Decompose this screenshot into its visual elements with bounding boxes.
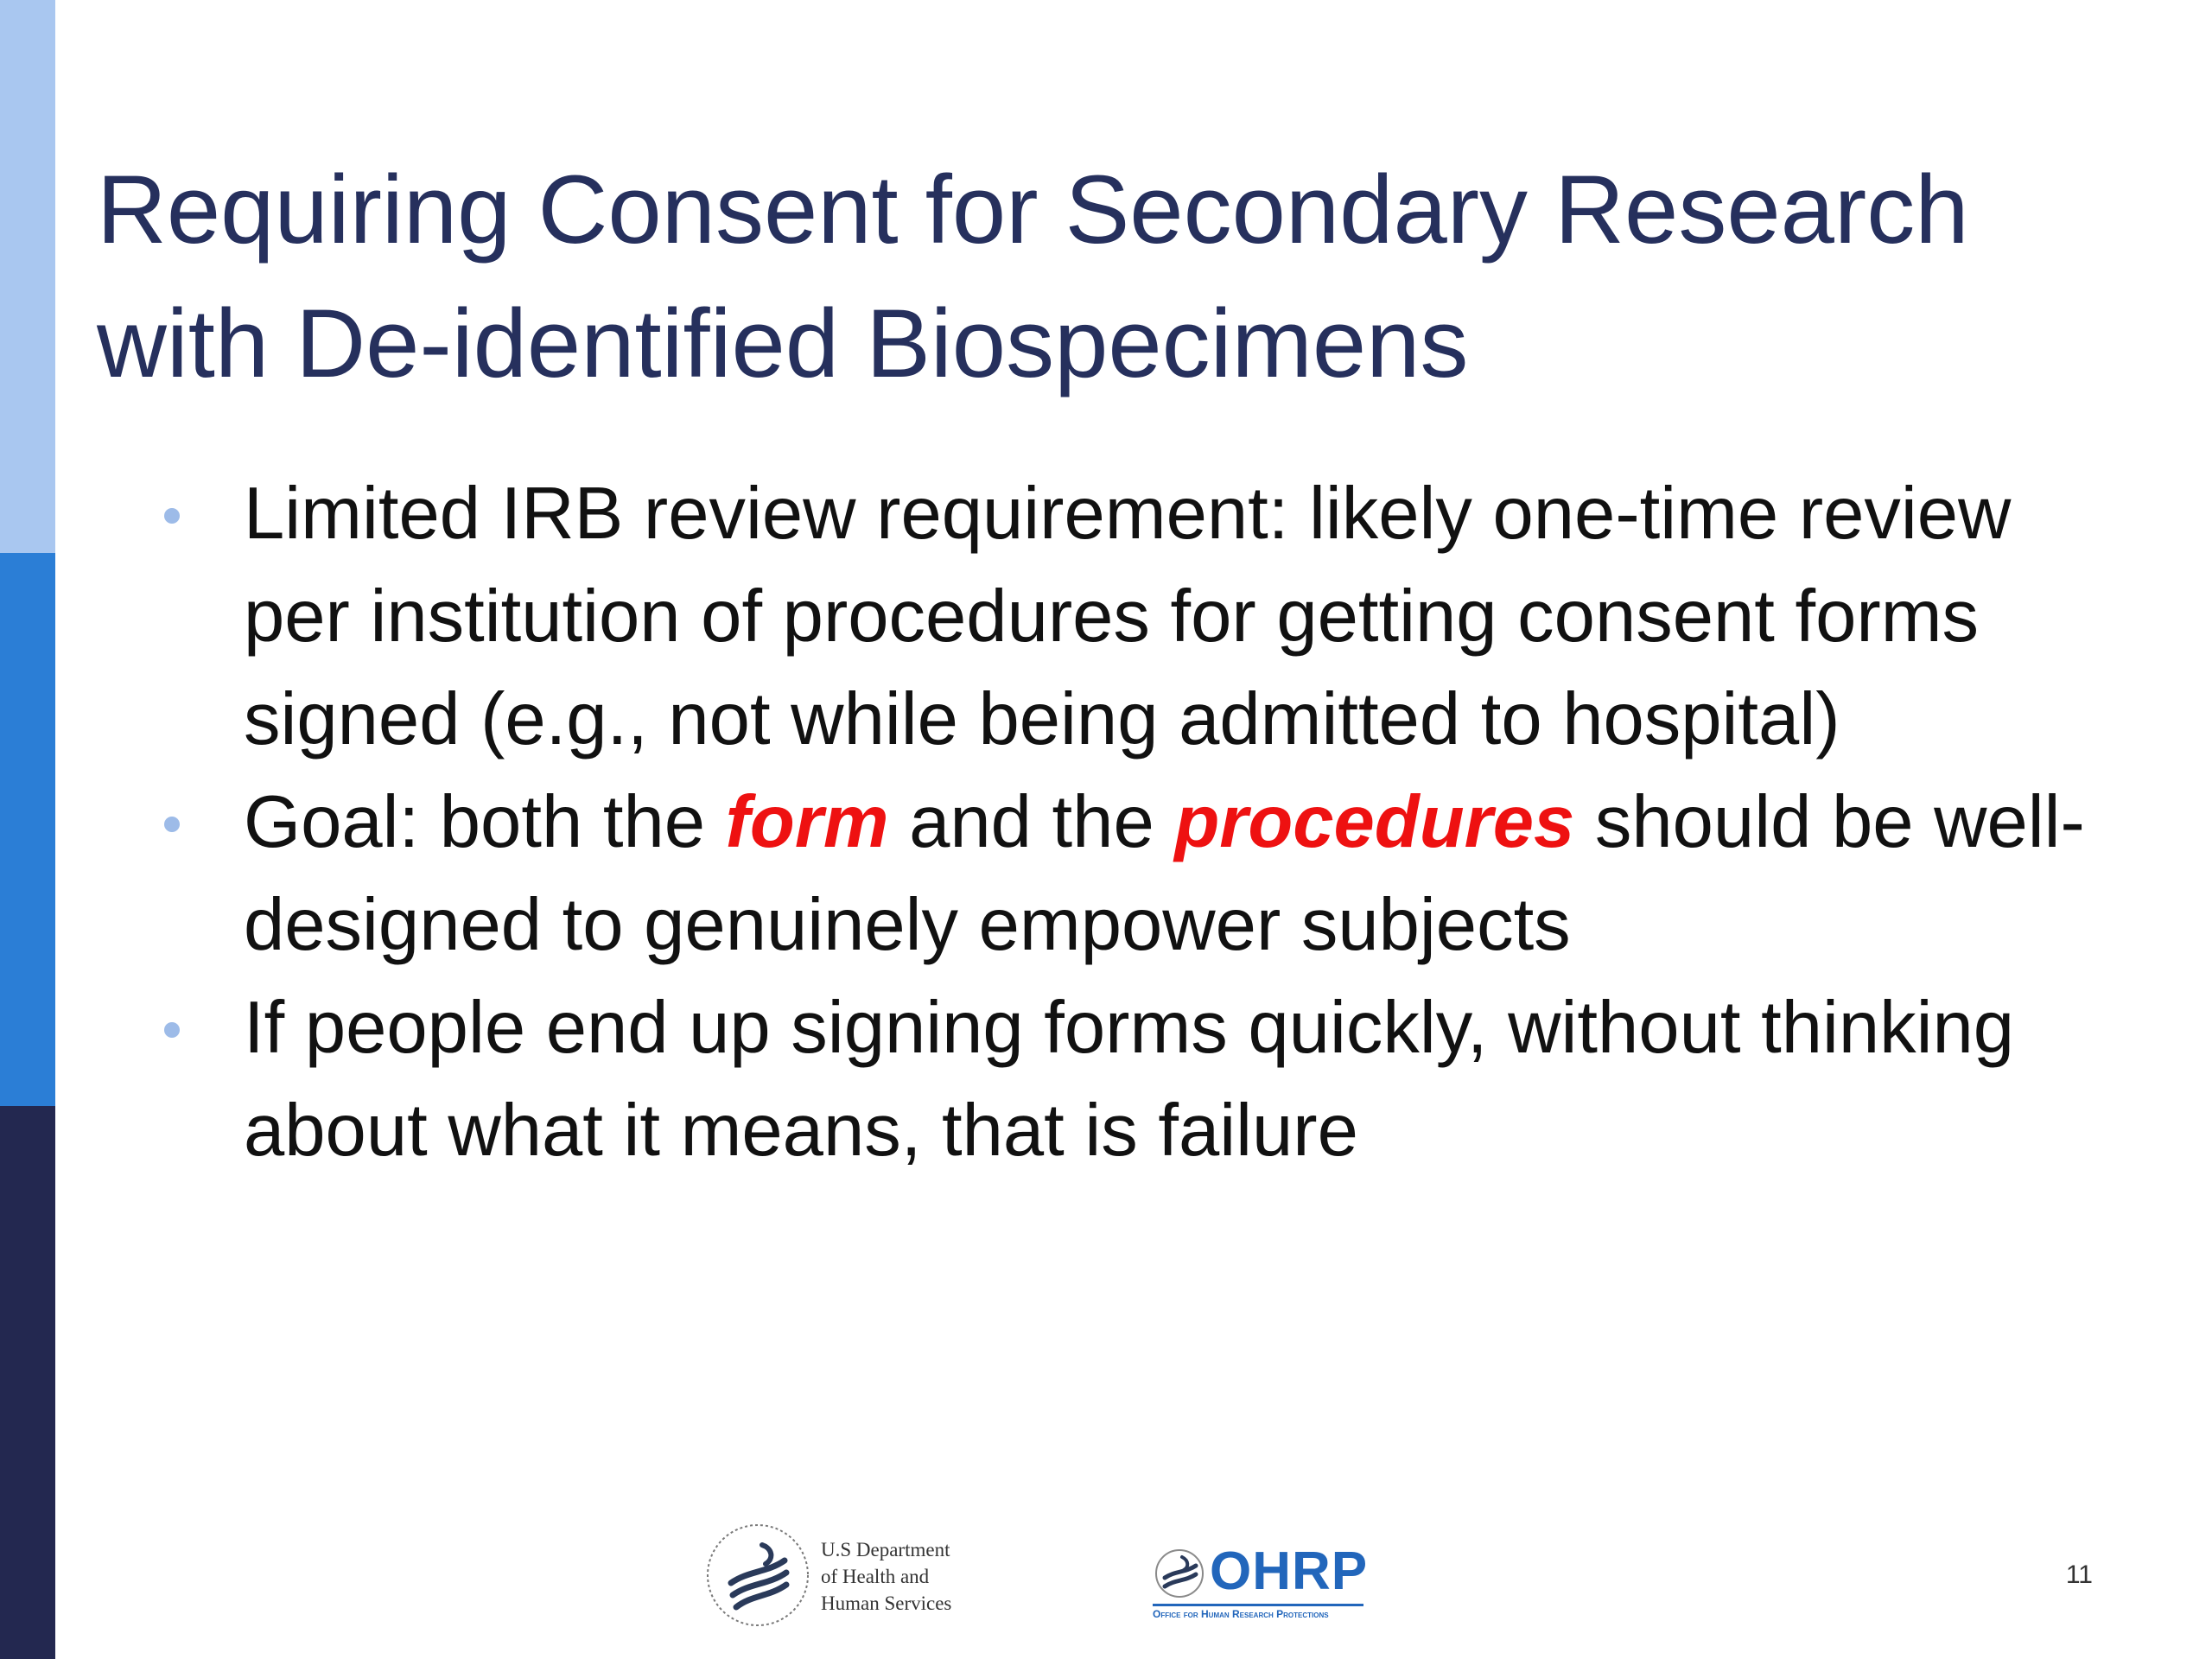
bullet-text-2-middle: and the bbox=[888, 781, 1175, 863]
ohrp-logo bbox=[1149, 1541, 1369, 1628]
bullet-text-3: If people end up signing forms quickly, without thinking about what it means, that is failure bbox=[244, 987, 2015, 1172]
hhs-wordmark bbox=[821, 1536, 951, 1617]
bullet-item-1 bbox=[149, 462, 2119, 771]
slide-title bbox=[97, 143, 2153, 410]
emphasis-form: form bbox=[725, 781, 889, 863]
hhs-eagle-seal-icon bbox=[702, 1519, 814, 1631]
ohrp-wordmark: OHRP bbox=[1210, 1541, 1369, 1601]
hhs-line-2: of Health and bbox=[821, 1566, 930, 1587]
bullet-dot-icon bbox=[164, 817, 180, 832]
sidebar-segment-medium bbox=[0, 553, 55, 1106]
ohrp-subtitle: Office for Human Research Protections bbox=[1153, 1608, 1329, 1620]
bullet-text-2-before: Goal: both the bbox=[244, 781, 726, 863]
sidebar-segment-light bbox=[0, 0, 55, 553]
emphasis-procedures: procedures bbox=[1174, 781, 1575, 863]
hhs-logo bbox=[702, 1519, 952, 1631]
slide-title-line-2: with De-identified Biospecimens bbox=[97, 289, 1469, 397]
bullet-item-3 bbox=[149, 976, 2119, 1182]
ohrp-underline bbox=[1153, 1604, 1363, 1606]
bullet-dot-icon bbox=[164, 508, 180, 524]
slide-title-line-1: Requiring Consent for Secondary Research bbox=[97, 156, 1969, 264]
bullet-dot-icon bbox=[164, 1022, 180, 1038]
hhs-line-3: Human Services bbox=[821, 1592, 952, 1614]
page-number: 11 bbox=[2065, 1560, 2093, 1589]
ohrp-seal-icon bbox=[1151, 1545, 1208, 1602]
bullet-text-1: Limited IRB review requirement: likely one-time review per institution of procedures for getting consent forms signed (e.g., not while being admitted to hospital) bbox=[244, 473, 2012, 760]
bullet-list bbox=[149, 462, 2119, 1182]
sidebar-segment-dark bbox=[0, 1106, 55, 1659]
sidebar-accent-bar bbox=[0, 0, 55, 1659]
bullet-item-2 bbox=[149, 771, 2119, 976]
bullet-text-2-after: should be well-designed to genuinely empower subjects bbox=[244, 781, 2085, 966]
hhs-line-1: U.S Department bbox=[821, 1539, 950, 1560]
